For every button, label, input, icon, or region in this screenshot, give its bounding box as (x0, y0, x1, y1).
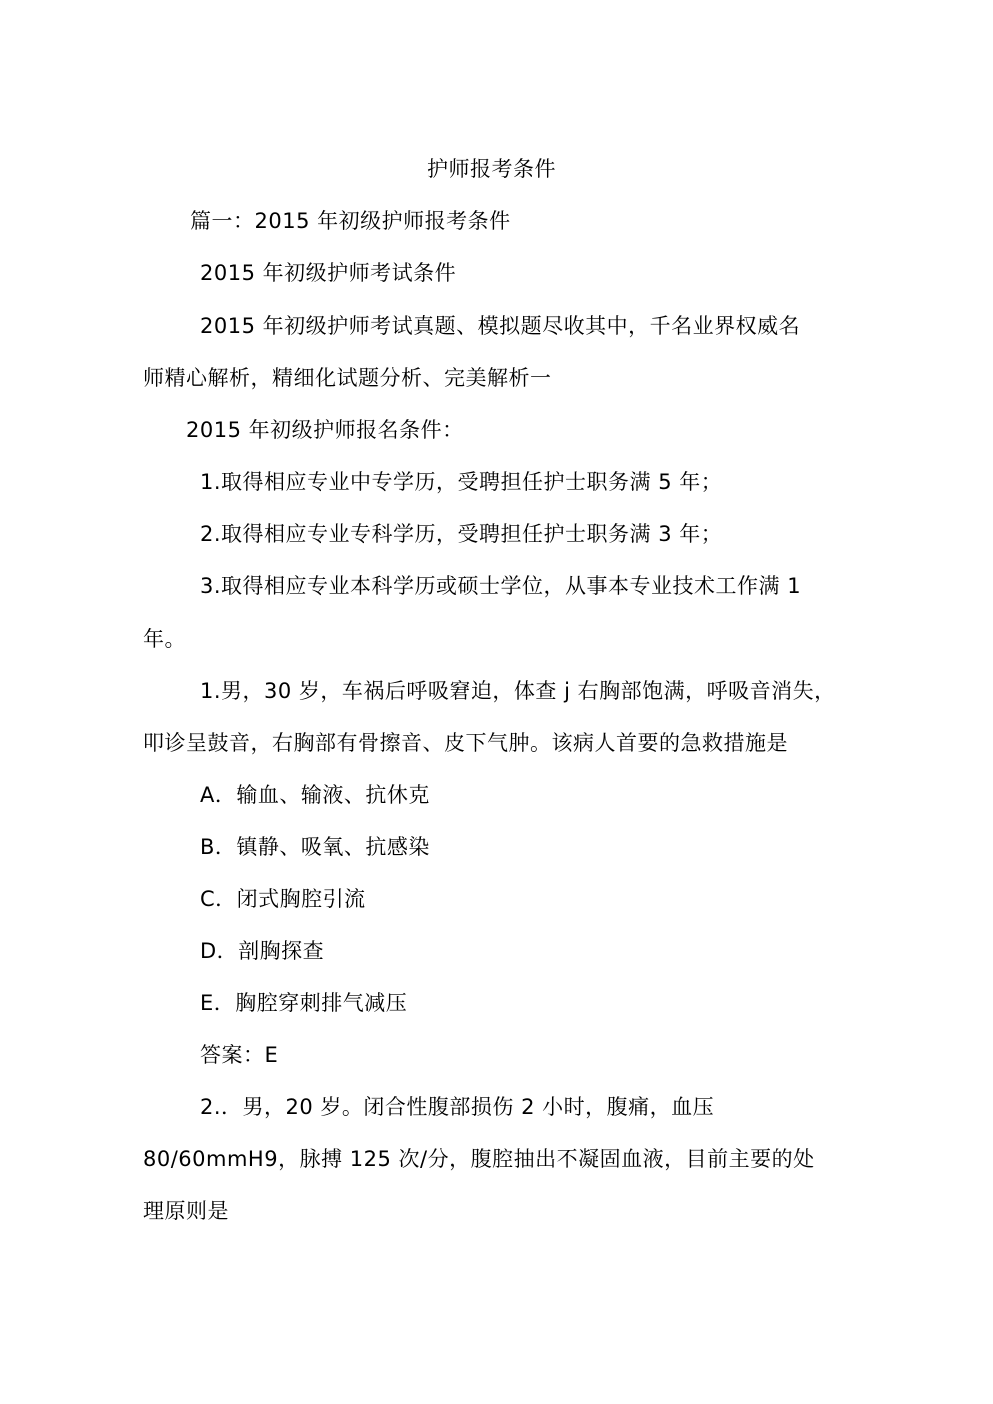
question-1-option-d: D．剖胸探查 (200, 939, 325, 963)
question-2-line-3: 理原则是 (143, 1199, 229, 1223)
question-1-option-a: A．输血、输液、抗休克 (200, 783, 430, 807)
section-heading: 篇一：2015 年初级护师报考条件 (190, 209, 511, 233)
question-1-answer: 答案：E (200, 1043, 279, 1067)
requirement-item: 3.取得相应专业本科学历或硕士学位，从事本专业技术工作满 1 (200, 574, 802, 598)
requirement-item: 2.取得相应专业专科学历，受聘担任护士职务满 3 年； (200, 522, 723, 546)
subheading: 2015 年初级护师考试条件 (200, 261, 457, 285)
question-1-line-1: 1.男，30 岁，车祸后呼吸窘迫，体查 j 右胸部饱满，呼吸音消失， (200, 679, 836, 703)
question-2-line-2: 80/60mmH9，脉搏 125 次/分，腹腔抽出不凝固血液，目前主要的处 (143, 1147, 815, 1171)
question-1-option-e: E．胸腔穿刺排气减压 (200, 991, 408, 1015)
requirement-item-continued: 年。 (143, 627, 186, 651)
page-title: 护师报考条件 (427, 157, 556, 181)
requirements-heading: 2015 年初级护师报名条件： (186, 418, 464, 442)
intro-line-1: 2015 年初级护师考试真题、模拟题尽收其中，千名业界权威名 (200, 314, 801, 338)
requirement-item: 1.取得相应专业中专学历，受聘担任护士职务满 5 年； (200, 470, 723, 494)
question-1-option-b: B．镇静、吸氧、抗感染 (200, 835, 430, 859)
intro-line-2: 师精心解析，精细化试题分析、完美解析一 (143, 366, 552, 390)
question-1-line-2: 叩诊呈鼓音，右胸部有骨擦音、皮下气肿。该病人首要的急救措施是 (143, 731, 788, 755)
question-1-option-c: C．闭式胸腔引流 (200, 887, 366, 911)
question-2-line-1: 2.．男，20 岁。闭合性腹部损伤 2 小时，腹痛，血压 (200, 1095, 715, 1119)
